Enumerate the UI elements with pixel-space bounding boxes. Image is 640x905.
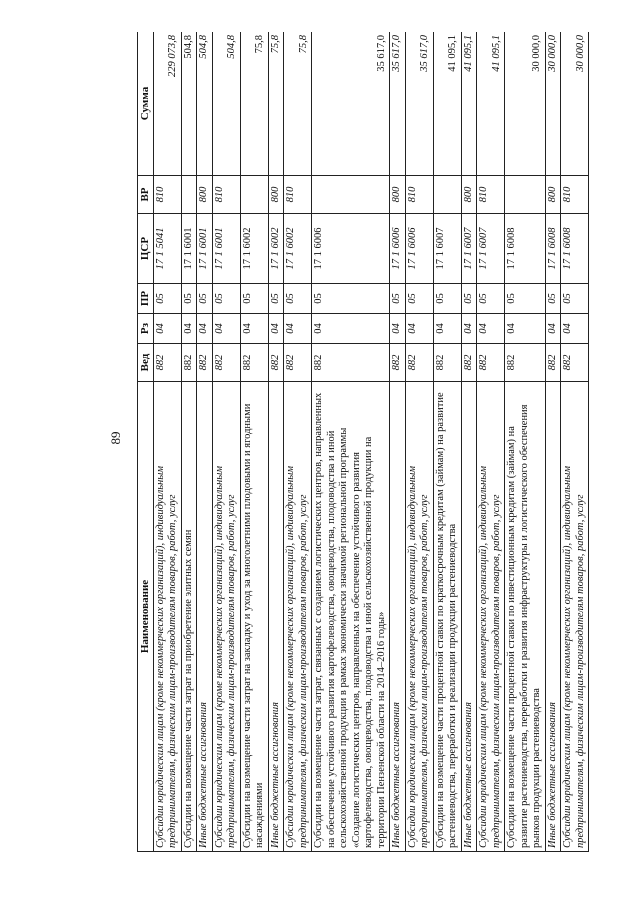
cell-sum: 35 617,0 <box>390 32 406 176</box>
cell-vr <box>433 176 461 214</box>
page-number: 89 <box>108 431 123 445</box>
cell-rz: 04 <box>561 314 589 344</box>
cell-ved: 882 <box>390 344 406 382</box>
table-row <box>284 32 312 852</box>
cell-ved: 882 <box>212 344 240 382</box>
cell-sum: 504,8 <box>181 32 197 176</box>
cell-vr: 800 <box>545 176 561 214</box>
cell-rz: 04 <box>153 314 181 344</box>
cell-pr: 05 <box>284 284 312 314</box>
header-vr: ВР <box>138 176 154 214</box>
cell-vr <box>312 176 390 214</box>
cell-name: Субсидии на возмещение части затрат на приобретение элитных семян <box>181 382 197 852</box>
cell-pr: 05 <box>477 284 505 314</box>
cell-name: Иные бюджетные ассигнования <box>461 382 477 852</box>
cell-rz: 04 <box>433 314 461 344</box>
cell-sum: 30 000,0 <box>561 32 589 176</box>
cell-ved: 882 <box>477 344 505 382</box>
cell-csr: 17 1 6002 <box>284 214 312 284</box>
cell-csr: 17 1 6007 <box>477 214 505 284</box>
cell-pr: 05 <box>240 284 268 314</box>
cell-csr: 17 1 6001 <box>181 214 197 284</box>
header-rz: Рз <box>138 314 154 344</box>
cell-csr: 17 1 6001 <box>197 214 213 284</box>
cell-pr: 05 <box>153 284 181 314</box>
cell-csr: 17 1 6007 <box>461 214 477 284</box>
cell-sum: 75,8 <box>240 32 268 176</box>
cell-sum: 30 000,0 <box>545 32 561 176</box>
cell-pr: 05 <box>181 284 197 314</box>
table-row <box>477 32 505 852</box>
cell-sum: 229 073,8 <box>153 32 181 176</box>
cell-vr: 800 <box>461 176 477 214</box>
budget-table <box>137 32 589 852</box>
cell-rz: 04 <box>477 314 505 344</box>
cell-vr: 810 <box>284 176 312 214</box>
table-container <box>137 32 625 852</box>
cell-ved: 882 <box>405 344 433 382</box>
cell-name: Иные бюджетные ассигнования <box>268 382 284 852</box>
cell-name: Субсидии юридическим лицам (кроме некоммерческих организаций), индивидуальным предпринимателям, физическим лицам-производителям товаров, работ, услуг <box>561 382 589 852</box>
cell-pr: 05 <box>212 284 240 314</box>
cell-name: Субсидии юридическим лицам (кроме некоммерческих организаций), индивидуальным предпринимателям, физическим лицам-производителям товаров, работ, услуг <box>477 382 505 852</box>
cell-ved: 882 <box>240 344 268 382</box>
table-row <box>561 32 589 852</box>
cell-vr <box>505 176 546 214</box>
table-row <box>181 32 197 852</box>
cell-vr: 810 <box>405 176 433 214</box>
cell-rz: 04 <box>212 314 240 344</box>
table-row <box>405 32 433 852</box>
cell-vr: 800 <box>390 176 406 214</box>
cell-ved: 882 <box>197 344 213 382</box>
cell-vr: 810 <box>477 176 505 214</box>
cell-rz: 04 <box>461 314 477 344</box>
cell-ved: 882 <box>433 344 461 382</box>
cell-csr: 17 1 6002 <box>240 214 268 284</box>
cell-pr: 05 <box>545 284 561 314</box>
cell-ved: 882 <box>284 344 312 382</box>
cell-name: Субсидии юридическим лицам (кроме некоммерческих организаций), индивидуальным предпринимателям, физическим лицам-производителям товаров, работ, услуг <box>212 382 240 852</box>
cell-sum: 41 095,1 <box>461 32 477 176</box>
cell-csr: 17 1 6008 <box>561 214 589 284</box>
header-ved: Вед <box>138 344 154 382</box>
header-name: Наименование <box>138 382 154 852</box>
table-row <box>390 32 406 852</box>
cell-sum: 504,8 <box>212 32 240 176</box>
cell-rz: 04 <box>268 314 284 344</box>
cell-sum: 75,8 <box>284 32 312 176</box>
cell-csr: 17 1 6008 <box>545 214 561 284</box>
header-sum: Сумма <box>138 32 154 176</box>
cell-pr: 05 <box>433 284 461 314</box>
cell-rz: 04 <box>240 314 268 344</box>
cell-name: Иные бюджетные ассигнования <box>197 382 213 852</box>
cell-ved: 882 <box>545 344 561 382</box>
cell-csr: 17 1 6001 <box>212 214 240 284</box>
cell-sum: 41 095,1 <box>477 32 505 176</box>
cell-name: Иные бюджетные ассигнования <box>390 382 406 852</box>
table-row <box>312 32 390 852</box>
cell-name: Субсидии на возмещение части процентной ставки по инвестиционным кредитам (займам) на развитие растениеводства, переработки и развития инфраструктуры и логистического обеспечения рынков продукции растениеводства <box>505 382 546 852</box>
cell-vr <box>181 176 197 214</box>
cell-name: Субсидии на возмещение части процентной ставки по краткосрочным кредитам (займам) на развитие растениеводства, переработки и реализации продукции растениеводства <box>433 382 461 852</box>
cell-name: Субсидии юридическим лицам (кроме некоммерческих организаций), индивидуальным предпринимателям, физическим лицам-производителям товаров, работ, услуг <box>284 382 312 852</box>
cell-rz: 04 <box>390 314 406 344</box>
header-pr: ПР <box>138 284 154 314</box>
cell-sum: 41 095,1 <box>433 32 461 176</box>
cell-rz: 04 <box>181 314 197 344</box>
cell-pr: 05 <box>505 284 546 314</box>
cell-pr: 05 <box>561 284 589 314</box>
cell-csr: 17 1 5041 <box>153 214 181 284</box>
cell-name: Субсидии на возмещение части затрат на закладку и уход за многолетними плодовыми и ягодными насаждениями <box>240 382 268 852</box>
cell-csr: 17 1 6006 <box>405 214 433 284</box>
cell-sum: 504,8 <box>197 32 213 176</box>
cell-ved: 882 <box>181 344 197 382</box>
cell-vr: 810 <box>561 176 589 214</box>
cell-pr: 05 <box>197 284 213 314</box>
table-row <box>545 32 561 852</box>
header-csr: ЦСР <box>138 214 154 284</box>
cell-rz: 04 <box>545 314 561 344</box>
table-row <box>153 32 181 852</box>
table-row <box>212 32 240 852</box>
cell-sum: 35 617,0 <box>405 32 433 176</box>
cell-vr: 810 <box>153 176 181 214</box>
cell-vr: 810 <box>212 176 240 214</box>
cell-ved: 882 <box>312 344 390 382</box>
cell-ved: 882 <box>561 344 589 382</box>
cell-name: Субсидии на возмещение части затрат, связанных с созданием логистических центров, направленных на обеспечение устойчивого развития картофелеводства, овощеводства, плодоводства и иной сельскохозяйственной продукции в рамках экономически значимой региональной программы «Создание логистических центров, направленных на обеспечение устойчивого развития картофелеводства, овощеводства, плодоводства и иной сельскохозяйственной продукции на территории Пензенской области на 2014–2016 годы» <box>312 382 390 852</box>
table-row <box>197 32 213 852</box>
cell-sum: 30 000,0 <box>505 32 546 176</box>
cell-csr: 17 1 6008 <box>505 214 546 284</box>
cell-vr: 800 <box>268 176 284 214</box>
cell-csr: 17 1 6006 <box>312 214 390 284</box>
cell-pr: 05 <box>268 284 284 314</box>
cell-rz: 04 <box>405 314 433 344</box>
rotated-page <box>137 32 625 852</box>
cell-name: Иные бюджетные ассигнования <box>545 382 561 852</box>
cell-csr: 17 1 6002 <box>268 214 284 284</box>
cell-ved: 882 <box>153 344 181 382</box>
cell-name: Субсидии юридическим лицам (кроме некоммерческих организаций), индивидуальным предпринимателям, физическим лицам-производителям товаров, работ, услуг <box>405 382 433 852</box>
table-row <box>461 32 477 852</box>
table-row <box>240 32 268 852</box>
cell-sum: 75,8 <box>268 32 284 176</box>
cell-pr: 05 <box>461 284 477 314</box>
cell-name: Субсидии юридическим лицам (кроме некоммерческих организаций), индивидуальным предпринимателям, физическим лицам-производителям товаров, работ, услуг <box>153 382 181 852</box>
cell-pr: 05 <box>405 284 433 314</box>
table-header-row <box>138 32 154 852</box>
table-row <box>268 32 284 852</box>
cell-rz: 04 <box>284 314 312 344</box>
cell-rz: 04 <box>197 314 213 344</box>
cell-ved: 882 <box>505 344 546 382</box>
cell-sum: 35 617,0 <box>312 32 390 176</box>
cell-vr <box>240 176 268 214</box>
cell-pr: 05 <box>312 284 390 314</box>
cell-ved: 882 <box>461 344 477 382</box>
cell-vr: 800 <box>197 176 213 214</box>
cell-ved: 882 <box>268 344 284 382</box>
cell-csr: 17 1 6007 <box>433 214 461 284</box>
cell-csr: 17 1 6006 <box>390 214 406 284</box>
cell-rz: 04 <box>505 314 546 344</box>
cell-rz: 04 <box>312 314 390 344</box>
table-row <box>433 32 461 852</box>
table-row <box>505 32 546 852</box>
cell-pr: 05 <box>390 284 406 314</box>
